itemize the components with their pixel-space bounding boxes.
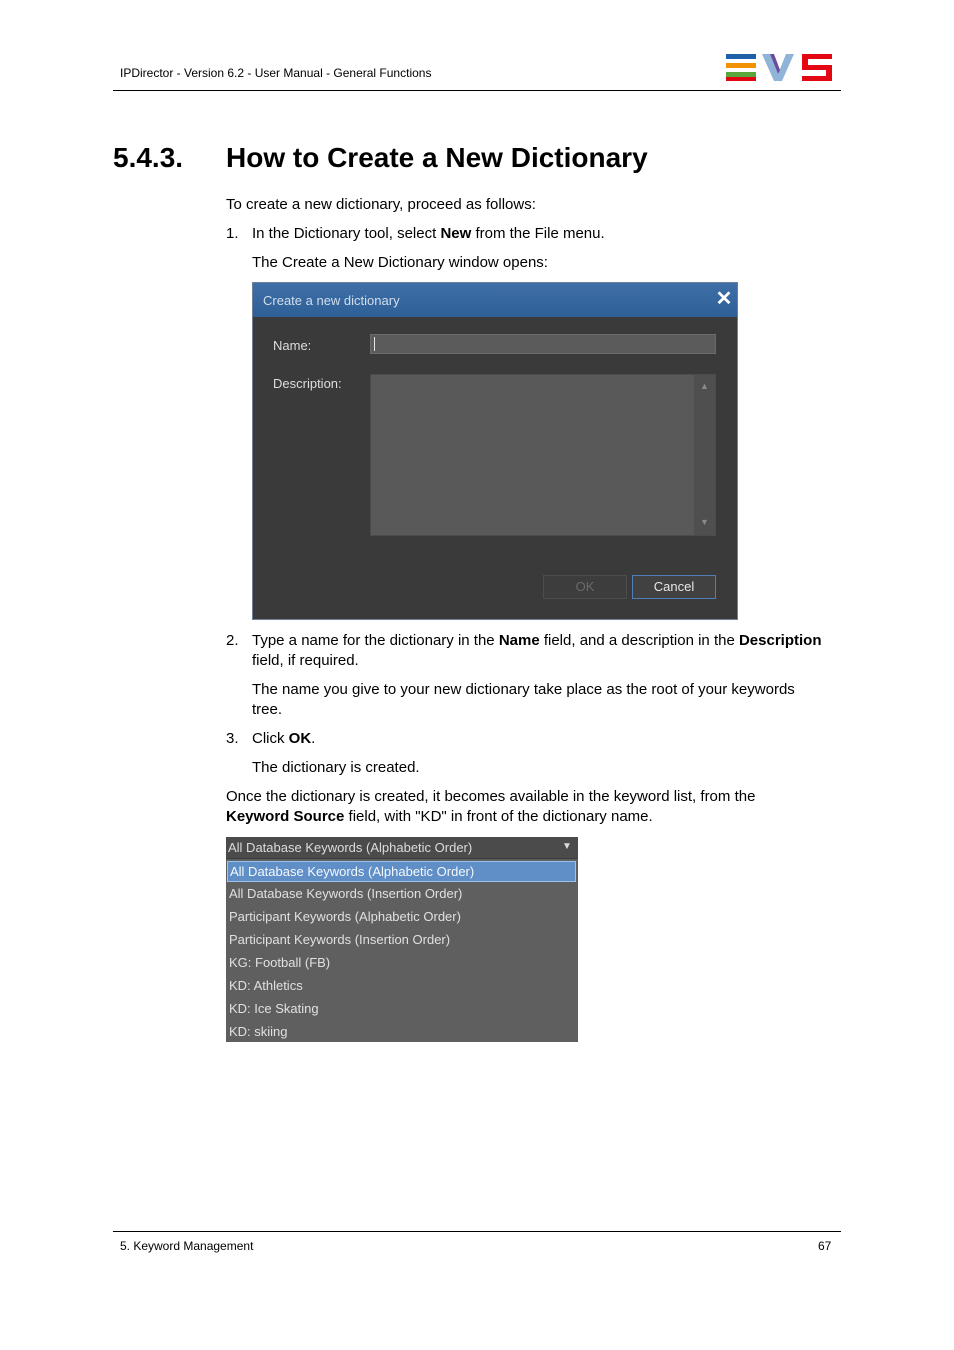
outro-line1: Once the dictionary is created, it becomes available in the keyword list, from the — [226, 788, 756, 805]
dropdown-selected-value: All Database Keywords (Alphabetic Order) — [228, 840, 473, 855]
dialog-title: Create a new dictionary — [263, 293, 400, 308]
name-label: Name: — [273, 338, 312, 353]
scroll-down-icon[interactable]: ▼ — [700, 517, 709, 527]
dropdown-selected[interactable] — [226, 837, 578, 859]
description-label: Description: — [273, 376, 342, 391]
outro-line2: Keyword Source field, with "KD" in front of the dictionary name. — [226, 808, 653, 825]
dropdown-option[interactable]: All Database Keywords (Insertion Order) — [229, 886, 463, 901]
dropdown-option[interactable]: KD: Athletics — [229, 978, 303, 993]
dialog-titlebar[interactable] — [253, 283, 737, 317]
keyword-source-dropdown[interactable] — [226, 837, 578, 1042]
description-scrollbar[interactable] — [694, 375, 715, 535]
step-2-text: Type a name for the dictionary in the Name field, and a description in the Description — [252, 632, 822, 649]
dropdown-option[interactable]: KG: Football (FB) — [229, 955, 331, 970]
step-1-text: In the Dictionary tool, select New from the File menu. — [252, 225, 605, 242]
create-dictionary-dialog — [252, 282, 738, 620]
text-caret — [374, 337, 375, 351]
step-3-number: 3. — [226, 730, 239, 747]
step-2-text-line2: field, if required. — [252, 652, 359, 669]
cancel-button[interactable]: Cancel — [632, 575, 716, 599]
step-1-note: The Create a New Dictionary window opens: — [252, 254, 548, 271]
header-title: IPDirector - Version 6.2 - User Manual - General Functions — [120, 66, 432, 80]
dropdown-option[interactable]: Participant Keywords (Insertion Order) — [229, 932, 451, 947]
step-2-note-line2: tree. — [252, 701, 283, 718]
ok-button[interactable]: OK — [543, 575, 627, 599]
description-textarea[interactable] — [370, 374, 716, 536]
dropdown-option[interactable]: Participant Keywords (Alphabetic Order) — [229, 909, 461, 924]
section-title: How to Create a New Dictionary — [226, 142, 648, 173]
intro-text: To create a new dictionary, proceed as follows: — [226, 196, 536, 213]
section-number: 5.4.3. — [113, 142, 184, 173]
evs-logo — [726, 54, 834, 82]
footer-chapter: 5. Keyword Management — [120, 1239, 254, 1253]
page-number: 67 — [818, 1239, 832, 1253]
footer-rule — [113, 1231, 841, 1232]
dropdown-option[interactable]: KD: Ice Skating — [229, 1001, 319, 1016]
step-3-note: The dictionary is created. — [252, 759, 420, 776]
dialog-body — [253, 317, 737, 619]
chevron-down-icon[interactable]: ▼ — [562, 841, 572, 852]
close-icon[interactable]: ✕ — [715, 288, 733, 310]
step-3-text: Click OK. — [252, 730, 316, 747]
scroll-up-icon[interactable]: ▲ — [700, 381, 709, 391]
name-input[interactable] — [370, 334, 716, 354]
dropdown-option[interactable]: All Database Keywords (Alphabetic Order) — [227, 861, 576, 882]
step-2-note-line1: The name you give to your new dictionary take place as the root of your keywords — [252, 681, 795, 698]
step-2-number: 2. — [226, 632, 239, 649]
dropdown-option[interactable]: KD: skiing — [229, 1024, 288, 1039]
step-1-number: 1. — [226, 225, 239, 242]
header-rule — [113, 90, 841, 91]
